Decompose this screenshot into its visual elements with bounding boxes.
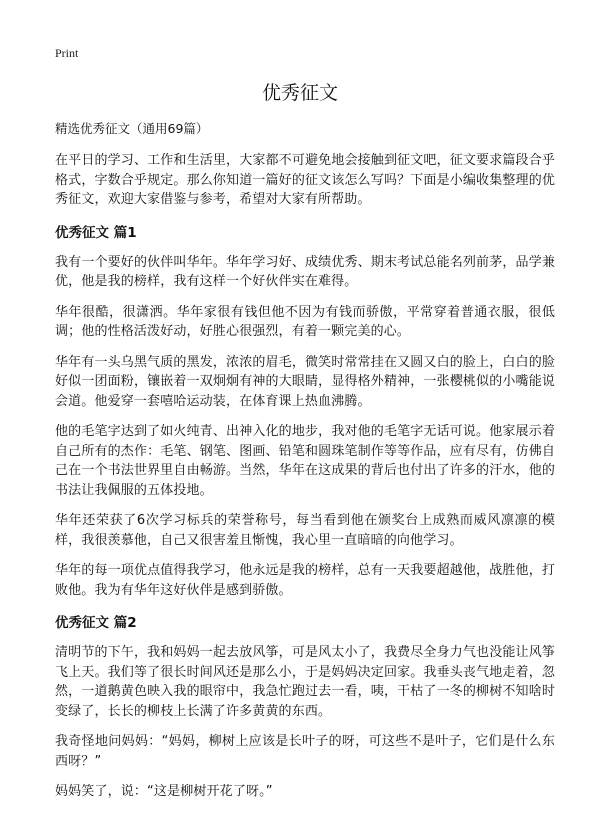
paragraph: 华年的每一项优点值得我学习，他永远是我的榜样，总有一天我要超越他，战胜他，打败他。我为有华年这好伙伴是感到骄傲。 xyxy=(55,563,555,598)
intro-paragraph: 在平日的学习、工作和生活里，大家都不可避免地会接触到征文吧，征文要求篇段合乎格式，字数合乎规定。那么你知道一篇好的征文该怎么写吗？下面是小编收集整理的优秀征文，欢迎大家借鉴与参考，希望对大家有所帮助。 xyxy=(55,153,555,207)
paragraph: 我有一个要好的伙伴叫华年。华年学习好、成绩优秀、期末考试总能名列前茅，品学兼优，他是我的榜样，我有这样一个好伙伴实在难得。 xyxy=(55,254,555,289)
article-body xyxy=(55,120,555,813)
paragraph: 华年有一头乌黑气质的黑发，浓浓的眉毛，微笑时常常挂在又圆又白的脸上，白白的脸好似一团面粉，镶嵌着一双炯炯有神的大眼睛，显得格外精神，一张樱桃似的小嘴能说会道。他爱穿一套嘻哈运动装，在体育课上热血沸腾。 xyxy=(55,354,555,409)
paragraph: 妈妈笑了，说：“这是柳树开花了呀。” xyxy=(55,784,273,799)
paragraph: 华年还荣获了6次学习标兵的荣誉称号，每当看到他在颁奖台上成熟而威风凛凛的模样，我很羡慕他，自己又很害羞且惭愧，我心里一直暗暗的向他学习。 xyxy=(55,513,555,548)
paragraph: 清明节的下午，我和妈妈一起去放风筝，可是风太小了，我费尽全身力气也没能让风筝飞上天。我们等了很长时间风还是那么小，于是妈妈决定回家。我垂头丧气地走着，忽然，一道鹅黄色映入我的眼帘中，我急忙跑过去一看，咦，干枯了一冬的柳树不知啥时变绿了，长长的柳枝上长满了许多黄黄的东西。 xyxy=(55,645,555,719)
paragraph: 华年很酷，很潇洒。华年家很有钱但他不因为有钱而骄傲，平常穿着普通衣服，很低调；他的性格活泼好动，好胜心很强烈，有着一颗完美的心。 xyxy=(55,304,555,339)
section-heading-2: 优秀征文 篇2 xyxy=(55,615,137,631)
paragraph: 他的毛笔字达到了如火纯青、出神入化的地步，我对他的毛笔字无话可说。他家展示着自己所有的杰作：毛笔、钢笔、图画、铅笔和圆珠笔制作等等作品，应有尽有，仿佛自己在一个书法世界里自由畅游。当然，华年在这成果的背后也付出了许多的汗水，他的书法让我佩服的五体投地。 xyxy=(55,424,555,498)
print-link[interactable]: Print xyxy=(55,46,79,60)
page-title: 优秀征文 xyxy=(261,82,338,104)
article-subtitle: 精选优秀征文（通用69篇） xyxy=(55,121,209,136)
paragraph: 我奇怪地问妈妈：“妈妈，柳树上应该是长叶子的呀，可这些不是叶子，它们是什么东西呀？” xyxy=(55,734,555,769)
section-heading-1: 优秀征文 篇1 xyxy=(55,224,137,241)
